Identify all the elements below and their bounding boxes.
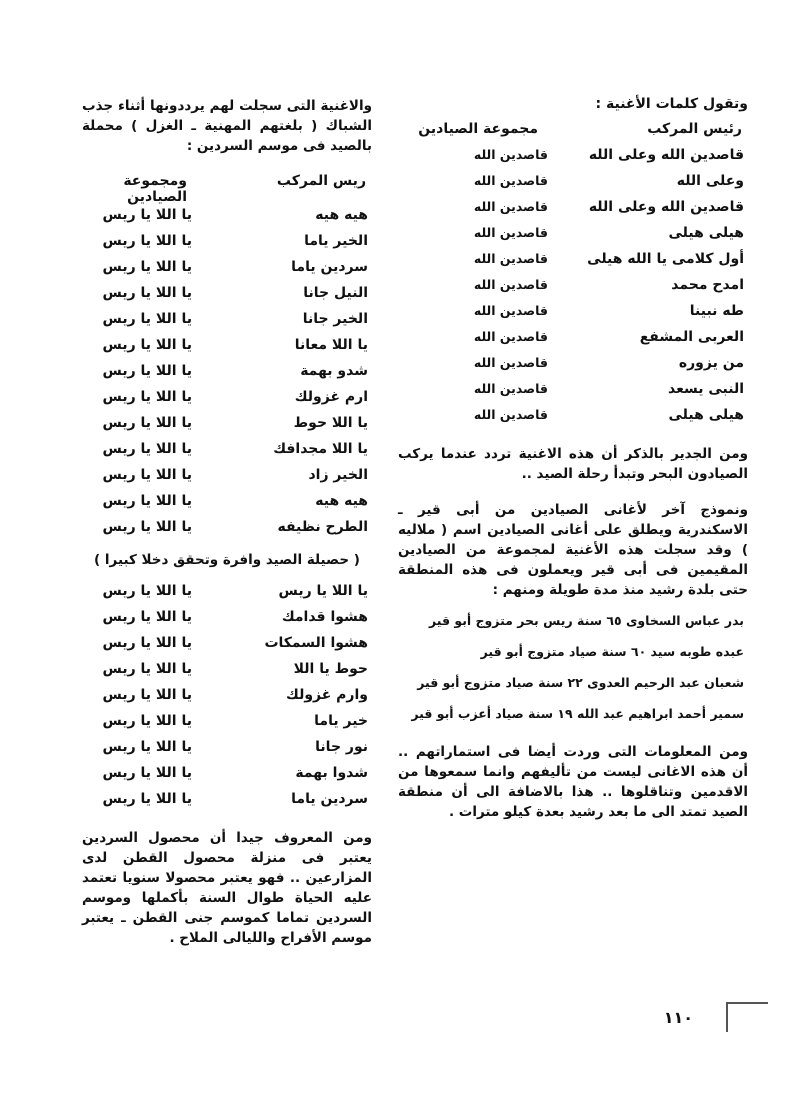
line-group: يا اللا يا ريس bbox=[102, 687, 192, 703]
line-captain: وعلى الله bbox=[676, 173, 744, 189]
line-captain: نور جانا bbox=[315, 739, 368, 755]
song2-lines-part1 bbox=[82, 204, 372, 542]
paragraph-conclusion: ومن المعلومات التى وردت أيضا فى استماراتهم .. أن هذه الاغانى ليست من تأليفهم وانما سمعوها من الاقدمين وتناقلوها .. هذا بالاضافة الى أن منطقة الصيد تمتد الى ما بعد رشيد بعدة كيلو مترات . bbox=[398, 744, 748, 820]
song-line bbox=[82, 632, 372, 658]
line-captain: الخير زاد bbox=[308, 467, 368, 483]
line-group: يا اللا يا ريس bbox=[102, 635, 192, 651]
song-line bbox=[82, 516, 372, 542]
line-group: يا اللا يا ريس bbox=[102, 441, 192, 457]
song-line bbox=[82, 230, 372, 256]
line-group: يا اللا يا ريس bbox=[102, 233, 192, 249]
paragraph-note: ومن الجدير بالذكر أن هذه الاغنية تردد عندما يركب الصيادون البحر وتبدأ رحلة الصيد .. bbox=[398, 446, 748, 482]
song-header bbox=[398, 118, 748, 144]
line-captain: هيلى هيلى bbox=[668, 225, 744, 241]
line-captain: الخير جانا bbox=[302, 311, 368, 327]
line-group: قاصدين الله bbox=[473, 277, 548, 292]
song-line bbox=[82, 256, 372, 282]
line-group: يا اللا يا ريس bbox=[102, 791, 192, 807]
line-captain: الخير ياما bbox=[304, 233, 368, 249]
song-line bbox=[82, 580, 372, 606]
line-captain: يا اللا حوط bbox=[293, 415, 368, 431]
line-group: يا اللا يا ريس bbox=[102, 519, 192, 535]
line-captain: طه نبينا bbox=[689, 303, 744, 319]
song-line bbox=[398, 196, 748, 222]
song-line bbox=[82, 204, 372, 230]
line-group: يا اللا يا ريس bbox=[102, 583, 192, 599]
line-group: قاصدين الله bbox=[473, 147, 548, 162]
song-line bbox=[82, 282, 372, 308]
song-line bbox=[82, 788, 372, 814]
song-line bbox=[82, 308, 372, 334]
line-captain: حوط يا اللا bbox=[293, 661, 368, 677]
line-group: يا اللا يا ريس bbox=[102, 739, 192, 755]
line-group: يا اللا يا ريس bbox=[102, 493, 192, 509]
line-captain: الطرح نظيفه bbox=[277, 519, 368, 535]
line-captain: هشوا السمكات bbox=[264, 635, 368, 651]
song-line bbox=[82, 658, 372, 684]
song-line bbox=[82, 334, 372, 360]
line-captain: النيل جانا bbox=[303, 285, 368, 301]
line-group: قاصدين الله bbox=[473, 173, 548, 188]
line-group: يا اللا يا ريس bbox=[102, 609, 192, 625]
fishermen-list bbox=[398, 610, 748, 724]
song-line bbox=[398, 404, 748, 430]
song-line bbox=[398, 274, 748, 300]
line-group: قاصدين الله bbox=[473, 225, 548, 240]
song2-header bbox=[82, 170, 372, 205]
line-captain: يا اللا مجدافك bbox=[273, 441, 368, 457]
line-captain: قاصدين الله وعلى الله bbox=[588, 147, 744, 163]
line-captain: شدوا بهمة bbox=[295, 765, 368, 781]
header-group: مجموعة الصيادين bbox=[418, 121, 538, 137]
line-group: يا اللا يا ريس bbox=[102, 337, 192, 353]
line-group: قاصدين الله bbox=[473, 329, 548, 344]
line-captain: من يزوره bbox=[678, 355, 744, 371]
song2-lines-part2 bbox=[82, 580, 372, 814]
catch-note: ( حصيلة الصيد وافرة وتحقق دخلا كبيرا ) bbox=[94, 552, 360, 568]
line-captain: يا اللا يا ريس bbox=[278, 583, 368, 599]
line-group: يا اللا يا ريس bbox=[102, 311, 192, 327]
song-line bbox=[82, 490, 372, 516]
list-item: سمير أحمد ابراهيم عبد الله ١٩ سنة صياد أعزب أبو قير bbox=[411, 706, 744, 721]
song-line bbox=[82, 412, 372, 438]
line-captain: هيه هيه bbox=[315, 493, 368, 509]
line-captain: قاصدين الله وعلى الله bbox=[588, 199, 744, 215]
song-line bbox=[82, 762, 372, 788]
line-captain: هيلى هيلى bbox=[668, 407, 744, 423]
line-group: قاصدين الله bbox=[473, 199, 548, 214]
line-captain: وارم غزولك bbox=[286, 687, 368, 703]
line-captain: ارم غزولك bbox=[294, 389, 368, 405]
line-captain: امدح محمد bbox=[671, 277, 744, 293]
song-line bbox=[398, 300, 748, 326]
song-line bbox=[398, 248, 748, 274]
line-group: يا اللا يا ريس bbox=[102, 765, 192, 781]
list-item: بدر عباس السخاوى ٦٥ سنة ريس بحر متزوج أبو قير bbox=[428, 613, 744, 628]
song-line bbox=[398, 170, 748, 196]
line-group: يا اللا يا ريس bbox=[102, 363, 192, 379]
line-captain: أول كلامى يا الله هيلى bbox=[587, 251, 744, 267]
song-line bbox=[398, 222, 748, 248]
header-captain: رئيس المركب bbox=[647, 121, 742, 137]
song-line bbox=[82, 360, 372, 386]
list-item: شعبان عبد الرحيم العدوى ٢٢ سنة صياد متزوج أبو قير bbox=[417, 675, 744, 690]
line-group: يا اللا يا ريس bbox=[102, 389, 192, 405]
line-group: قاصدين الله bbox=[473, 355, 548, 370]
page-corner-mark bbox=[726, 1002, 768, 1032]
line-captain: هيه هيه bbox=[315, 207, 368, 223]
song-line bbox=[82, 386, 372, 412]
line-group: يا اللا يا ريس bbox=[102, 259, 192, 275]
line-group: يا اللا يا ريس bbox=[102, 415, 192, 431]
line-captain: سردين ياما bbox=[291, 791, 368, 807]
line-group: قاصدين الله bbox=[473, 407, 548, 422]
line-group: يا اللا يا ريس bbox=[102, 285, 192, 301]
song-line bbox=[398, 352, 748, 378]
header-group: ومجموعة الصيادين bbox=[123, 173, 187, 205]
line-captain: يا اللا معانا bbox=[294, 337, 368, 353]
right-column bbox=[398, 96, 748, 822]
line-captain: العربى المشفع bbox=[639, 329, 744, 345]
song-intro: وتقول كلمات الأغنية : bbox=[595, 96, 748, 112]
song-line bbox=[82, 684, 372, 710]
line-group: قاصدين الله bbox=[473, 303, 548, 318]
line-captain: شدو بهمة bbox=[300, 363, 368, 379]
line-group: يا اللا يا ريس bbox=[102, 713, 192, 729]
paragraph-intro-fishers: ونموذج آخر لأغانى الصيادين من أبى قير ـ الاسكندرية ويطلق على أغانى الصيادين اسم ( ملاليه ) وقد سجلت هذه الأغنية لمجموعة من الصيادين المقيمين فى أبى قير ويعملون فى هذه المنطقة حتى بلدة رشيد منذ مدة طويلة ومنهم : bbox=[398, 502, 748, 598]
line-group: قاصدين الله bbox=[473, 381, 548, 396]
line-captain: هشوا قدامك bbox=[281, 609, 368, 625]
left-column bbox=[82, 96, 372, 948]
song-line bbox=[82, 438, 372, 464]
song-line bbox=[82, 710, 372, 736]
list-item: عبده طوبه سيد ٦٠ سنة صياد متزوج أبو قير bbox=[480, 644, 744, 659]
line-group: يا اللا يا ريس bbox=[102, 467, 192, 483]
song-line bbox=[82, 464, 372, 490]
song-line bbox=[82, 606, 372, 632]
paragraph-sardine: ومن المعروف جيدا أن محصول السردين يعتبر فى منزلة محصول القطن لدى المزارعين .. فهو يعتبر محصولا سنويا تعتمد عليه الحياة طوال السنة بأكملها وموسم السردين تماما كموسم جنى القطن ـ يعتبر موسم الأفراح والليالى الملاح . bbox=[82, 830, 372, 946]
line-captain: سردين ياما bbox=[291, 259, 368, 275]
line-group: يا اللا يا ريس bbox=[102, 207, 192, 223]
line-group: يا اللا يا ريس bbox=[102, 661, 192, 677]
song-line bbox=[398, 144, 748, 170]
song-line bbox=[82, 736, 372, 762]
header-captain: ريس المركب bbox=[276, 173, 366, 189]
song-lines bbox=[398, 144, 748, 430]
line-captain: خير ياما bbox=[314, 713, 368, 729]
page-number: ١١٠ bbox=[663, 1008, 693, 1027]
line-group: قاصدين الله bbox=[473, 251, 548, 266]
line-captain: النبى يسعد bbox=[667, 381, 744, 397]
song-line bbox=[398, 326, 748, 352]
song-line bbox=[398, 378, 748, 404]
song2-intro: والاغنية التى سجلت لهم يرددونها أثناء جذب الشباك ( بلغتهم المهنية ـ الغزل ) محملة بالصيد فى موسم السردين : bbox=[82, 98, 372, 154]
